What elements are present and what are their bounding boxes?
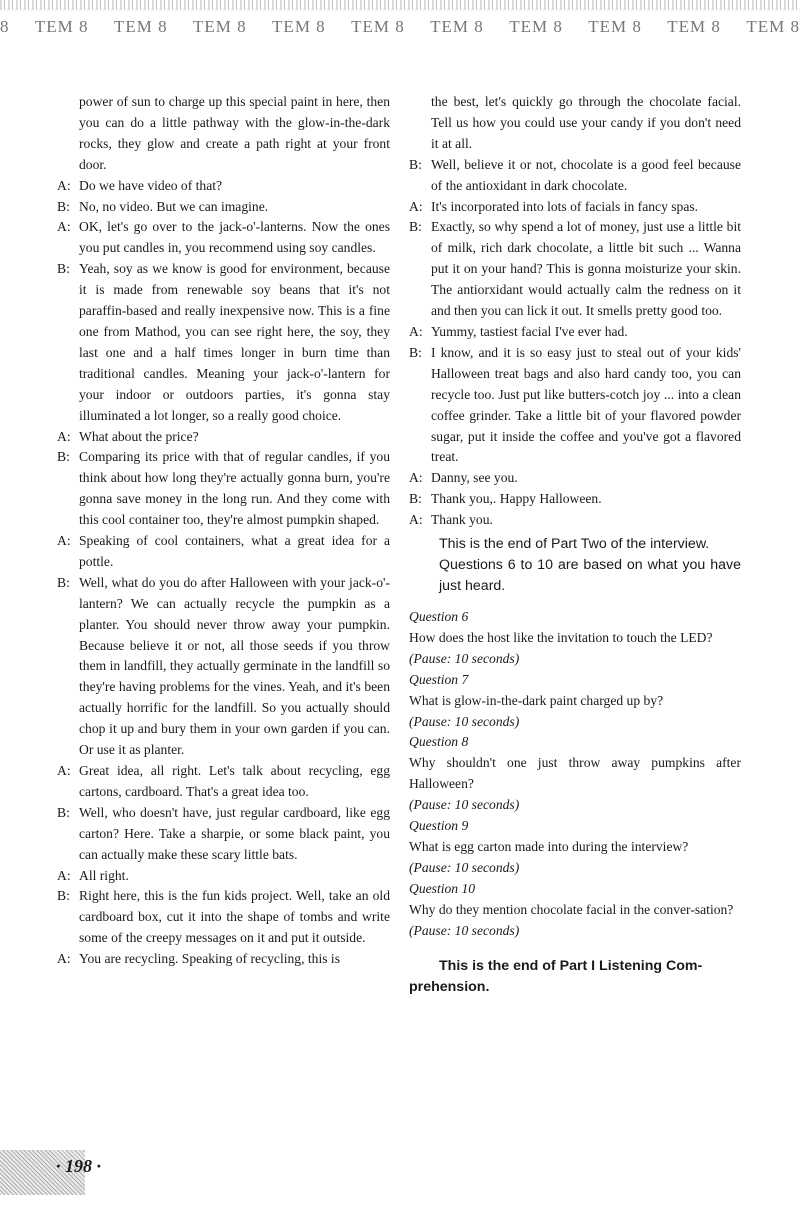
dialogue-line bbox=[57, 866, 390, 887]
dialogue-line bbox=[57, 259, 390, 426]
speaker-label: B: bbox=[409, 491, 422, 507]
pause-note: (Pause: 10 seconds) bbox=[409, 797, 520, 813]
dialogue-text: All right. bbox=[79, 867, 129, 883]
dialogue-line bbox=[57, 531, 390, 573]
dialogue-text: Well, believe it or not, chocolate is a good feel because of the antioxidant in dark chocolate. bbox=[431, 156, 741, 193]
speaker-label: B: bbox=[57, 449, 70, 465]
question-label: Question 10 bbox=[409, 880, 476, 896]
speaker-label: A: bbox=[57, 867, 71, 883]
question-text: What is glow-in-the-dark paint charged up by? bbox=[409, 692, 664, 708]
header-item: TEM 8 bbox=[193, 17, 247, 36]
dialogue-text: Well, who doesn't have, just regular cardboard, like egg carton? Here. Take a sharpie, or some black paint, you can actually make these scary little bats. bbox=[79, 804, 390, 862]
dialogue-line bbox=[57, 447, 390, 531]
speaker-label: A: bbox=[409, 323, 423, 339]
dialogue-line bbox=[409, 322, 741, 343]
dialogue-text: OK, let's go over to the jack-o'-lanterns. Now the ones you put candles in, you recommend using soy candles. bbox=[79, 219, 390, 256]
speaker-label: A: bbox=[57, 763, 71, 778]
notice-line: This is the end of Part Two of the interview. bbox=[439, 536, 710, 553]
dialogue-text: You are recycling. Speaking of recycling, this is bbox=[79, 951, 340, 967]
question-text: What is egg carton made into during the interview? bbox=[409, 839, 689, 854]
question-label: Question 9 bbox=[409, 818, 469, 834]
dialogue-line bbox=[409, 468, 741, 489]
dialogue-line bbox=[57, 197, 390, 218]
dialogue-text: It's incorporated into lots of facials in fancy spas. bbox=[431, 198, 699, 214]
dialogue-text: Thank you. bbox=[431, 512, 493, 528]
speaker-label: B: bbox=[409, 344, 422, 360]
question-block bbox=[409, 670, 741, 733]
question-text: Why do they mention chocolate facial in the conver-sation? bbox=[409, 901, 734, 917]
dialogue-line bbox=[57, 573, 390, 761]
dialogue-line bbox=[57, 217, 390, 259]
speaker-label: A: bbox=[409, 512, 423, 528]
header-item: TEM 8 bbox=[588, 17, 642, 36]
speaker-label: B: bbox=[409, 156, 422, 172]
left-column bbox=[57, 92, 390, 970]
speaker-label: A: bbox=[57, 428, 71, 444]
question-block bbox=[409, 732, 741, 816]
speaker-label: A: bbox=[57, 951, 71, 967]
header-item: TEM 8 bbox=[430, 17, 484, 36]
dialogue-text: Speaking of cool containers, what a great idea for a pottle. bbox=[79, 533, 390, 569]
pause-note: (Pause: 10 seconds) bbox=[409, 650, 520, 666]
dialogue-text: Thank you,. Happy Halloween. bbox=[431, 491, 602, 507]
speaker-label: A: bbox=[409, 198, 423, 214]
dialogue-line bbox=[57, 761, 390, 803]
speaker-label: A: bbox=[409, 470, 423, 486]
dialogue-text: Great idea, all right. Let's talk about recycling, egg cartons, cardboard. That's a great idea too. bbox=[79, 763, 390, 799]
dialogue-text: Comparing its price with that of regular candles, if you think about how long they're actually gonna burn, you're gonna save money in the long run. And they come with this cool container too, they're almost pumpkin shaped. bbox=[79, 449, 390, 528]
dialogue-text: Danny, see you. bbox=[431, 470, 518, 486]
dialogue-line bbox=[57, 176, 390, 197]
dialogue-text: Do we have video of that? bbox=[79, 177, 223, 193]
dialogue-text: Exactly, so why spend a lot of money, just use a little bit of milk, rich dark chocolate, a little bit such ... Wanna put it on your hand? This is gonna moisturize your skin. The antiorxidant would actually calm the redness on it and then you can lick it out. It smells pretty good too. bbox=[431, 219, 741, 319]
dialogue-line bbox=[409, 510, 741, 531]
question-text: How does the host like the invitation to touch the LED? bbox=[409, 629, 713, 645]
speaker-label: B: bbox=[57, 804, 70, 820]
dialogue-line bbox=[57, 803, 390, 866]
header-item: TEM 8 bbox=[746, 17, 800, 36]
dialogue-line bbox=[409, 155, 741, 197]
dialogue-line bbox=[57, 427, 390, 448]
dialogue-line bbox=[57, 949, 390, 970]
header-item: 8 bbox=[0, 17, 10, 36]
question-label: Question 6 bbox=[409, 609, 469, 625]
right-column bbox=[409, 92, 741, 998]
page-footer bbox=[0, 1150, 180, 1220]
dialogue-line bbox=[57, 886, 390, 949]
dialogue-text: I know, and it is so easy just to steal out of your kids' Halloween treat bags and also hard candy too, you can recycle too. Just put like butters-cotch joy ... into a clean coffee grinder. Take a little bit of your flavored powder sugar, put it inside the coffee and you've got a flavored treat. bbox=[431, 344, 741, 465]
page-number: · 198 · bbox=[56, 1156, 101, 1176]
question-block bbox=[409, 607, 741, 670]
speaker-label: A: bbox=[57, 219, 71, 235]
header-item: TEM 8 bbox=[113, 17, 168, 36]
dialogue-line bbox=[409, 217, 741, 322]
notice-line: prehension. bbox=[409, 978, 490, 995]
header-item: TEM 8 bbox=[272, 17, 326, 36]
header-item: TEM 8 bbox=[34, 17, 89, 36]
speaker-label: A: bbox=[57, 533, 71, 549]
notice-line: Questions 6 to 10 are based on what you have just heard. bbox=[439, 557, 741, 595]
speaker-label: B: bbox=[57, 261, 70, 277]
paragraph: the best, let's quickly go through the chocolate facial. Tell us how you could use your candy if you don't need it at all. bbox=[431, 94, 741, 151]
speaker-label: B: bbox=[409, 219, 422, 235]
dialogue-text: No, no video. But we can imagine. bbox=[79, 198, 269, 214]
speaker-label: A: bbox=[57, 177, 71, 193]
notice-line: This is the end of Part I Listening Com- bbox=[439, 957, 703, 974]
scan-top-border bbox=[0, 0, 800, 10]
dialogue-text: What about the price? bbox=[79, 428, 199, 444]
dialogue-line bbox=[409, 343, 741, 468]
dialogue-text: Yeah, soy as we know is good for environment, because it is made from renewable soy beans that it's not paraffin-based and really inexpensive now. This is a fine one from Mathod, you can see right here, the soy, they last one and a half times longer in burn time than traditional candles. Meaning your jack-o'-lantern for your indoor or outdoors parties, it's gonna stay illuminated a lot longer, so a really good choice. bbox=[79, 261, 390, 423]
running-header bbox=[0, 12, 800, 42]
dialogue-text: Well, what do you do after Halloween with your jack-o'-lantern? We can actually recycle the pumpkin as a planter. You should never throw away your pumpkin. Because believe it or not, all those seeds if you throw them in landfill, they actually germinate in the landfill so they're having problems for the vines. Yeah, and it's been actually horrific for the landfill. So you actually should chop it up and bury them in your own garden if you can. Or use it as planter. bbox=[79, 574, 390, 758]
speaker-label: B: bbox=[57, 574, 70, 590]
dialogue-text: Right here, this is the fun kids project. Well, take an old cardboard box, cut it into the shape of tombs and write some of the creepy messages on it and put it outside. bbox=[79, 888, 390, 946]
question-label: Question 8 bbox=[409, 734, 469, 750]
pause-note: (Pause: 10 seconds) bbox=[409, 713, 520, 729]
dialogue-text: Yummy, tastiest facial I've ever had. bbox=[431, 323, 628, 339]
dialogue-line bbox=[409, 197, 741, 218]
dialogue-line bbox=[409, 489, 741, 510]
question-block bbox=[409, 816, 741, 879]
end-of-part-one-notice bbox=[409, 956, 741, 998]
question-text: Why shouldn't one just throw away pumpkins after Halloween? bbox=[409, 755, 741, 792]
end-of-part-two-notice bbox=[409, 534, 741, 597]
speaker-label: B: bbox=[57, 888, 70, 904]
paragraph: power of sun to charge up this special paint in here, then you can do a little pathway with the glow-in-the-dark rocks, they glow and create a path right at your front door. bbox=[79, 94, 390, 172]
speaker-label: B: bbox=[57, 198, 70, 214]
header-item: TEM 8 bbox=[667, 17, 721, 36]
question-block bbox=[409, 879, 741, 942]
header-item: TEM 8 bbox=[351, 17, 405, 36]
header-item: TEM 8 bbox=[509, 17, 563, 36]
question-label: Question 7 bbox=[409, 671, 469, 687]
pause-note: (Pause: 10 seconds) bbox=[409, 859, 520, 875]
pause-note: (Pause: 10 seconds) bbox=[409, 922, 520, 938]
